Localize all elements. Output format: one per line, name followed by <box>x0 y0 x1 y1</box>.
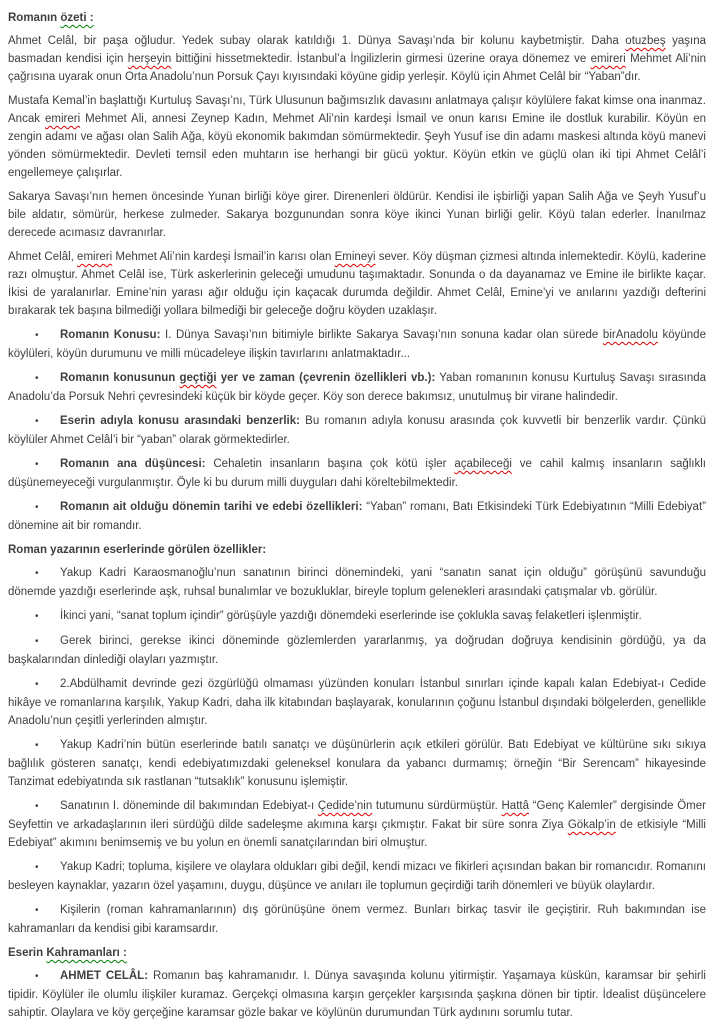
text-segment: yaşına basmadan kendisi için <box>8 35 706 65</box>
text-segment: köyünde köylüleri, köyün durumunu ve milli mücadeleye ilişkin tavırlarını anlatmaktadır... <box>8 329 706 360</box>
spellcheck-flagged-word: açabileceği <box>454 458 512 470</box>
bullet-author-feature-8 <box>8 901 706 938</box>
text-segment: Mustafa Kemal’in başlattığı Kurtuluş Savaşı’nı, Türk Ulusunun bağımsızlık davasını anlatmaya çalışır köylülere fakat kimse ona inanmaz. Ancak <box>8 95 706 125</box>
text-segment: AHMET CELÂL: <box>60 970 149 982</box>
bullet-author-feature-1 <box>8 564 706 601</box>
text-segment: Romanın Konusu: <box>60 329 161 341</box>
text-segment: Cehaletin insanların başına çok kötü işler <box>205 458 455 470</box>
text-segment: Yakup Kadri; topluma, kişilere ve olaylara oldukları gibi değil, kendi mizacı ve fikirleri açısından bakan bir romancıdır. Romanını besleyen kaynaklar, yazarın özel yaşamını, duygu, düşünce ve anıları ile toplumun geçirdiği tarih dönemleri ve büyük olaylardır. <box>8 861 706 892</box>
spellcheck-flagged-word: Gökalp’in <box>567 819 616 831</box>
text-segment: Romanın <box>8 12 61 24</box>
text-segment: Mehmet Ali, annesi Zeynep Kadın, Mehmet Ali’nin kardeşi İsmail ve onun karısı Emine ile dostluk kurabilir. Köyün en zengin adamı ve ağası olan Salih Ağa, köyü ekonomik bakımdan sömürmektedir. Şeyh Yusuf ise din adamı maskesi altında köyü manevi yönden sömürmektedir. Devleti temsil eden muhtarın ise herhangi bir gücü yoktur. Köyün etkin ve güçlü olan iki tipi Ahmet Celâl’i engellemeye çalışırlar. <box>8 113 706 179</box>
text-segment: Mehmet Ali’nin kardeşi İsmail’in karısı olan <box>112 251 335 263</box>
bullet-marker: • <box>35 568 39 579</box>
text-segment: Mehmet Ali’nin çağrısına uyarak onun Orta Anadolu’nun Porsuk Çayı kıyısındaki köyüne gidip yerleşir. Köylü için Ahmet Celâl bir “Yaban”dır. <box>8 53 706 83</box>
summary-paragraph-1 <box>8 32 706 86</box>
text-segment: Roman yazarının eserlerinde görülen özellikler: <box>8 544 267 556</box>
spellcheck-flagged-word: Hattâ <box>501 800 529 812</box>
spellcheck-flagged-word: geçtiği <box>179 372 217 384</box>
text-segment: I. Dünya Savaşı’nın bitimiyle birlikte Sakarya Savaşı’nın sonuna kadar olan sürede <box>160 329 603 341</box>
spellcheck-flagged-word: Çedide’nin <box>317 800 373 812</box>
text-segment: Romanın baş kahramanıdır. I. Dünya savaşında kolunu yitirmiştir. Yaşamaya küskün, karamsar bir şehirli tipidir. Köylüler ile olumlu ilişkiler kuramaz. Gerçekçi olmasına karşın gerçekler karşısında şaşkına dönen bir tiptir. İdealist düşüncelere sahiptir. Olaylara ve köy gerçeğine karamsar gözle bakar ve köylünün durumundan Türk aydınını sorumlu tutar. <box>8 970 706 1019</box>
bullet-author-feature-5 <box>8 736 706 791</box>
bullet-marker: • <box>35 905 39 916</box>
grammar-flagged-word: Kahramanları : <box>46 947 127 959</box>
text-segment: Bu romanın adıyla konusu arasında çok kuvvetli bir benzerlik vardır. Çünkü köylüler Ahmet Celâl’i bir “yaban” olarak görmektedirler. <box>8 415 706 446</box>
text-segment: tutumunu sürdürmüştür. <box>372 800 502 812</box>
bullet-marker: • <box>35 416 39 427</box>
text-segment: bittiğini hissetmektedir. İstanbul’a İngilizlerin girmesi üzerine oraya dönemez ve <box>171 53 591 65</box>
bullet-novel-setting <box>8 369 706 406</box>
text-segment: “Genç Kalemler” dergisinde Ömer Seyfettin ve arkadaşlarının ileri sürdüğü dilde sadeleşme akımına karşı çıkmıştır. Fakat bir süre sonra Ziya <box>8 800 706 831</box>
bullet-marker: • <box>35 459 39 470</box>
bullet-novel-topic <box>8 326 706 363</box>
bullet-marker: • <box>35 611 39 622</box>
text-segment: Romanın konusunun <box>60 372 180 384</box>
bullet-marker: • <box>35 636 39 647</box>
text-segment: Gerek birinci, gerekse ikinci döneminde gözlemlerden yararlanmış, ya doğrudan doğruya kendisinin gördüğü, ya da başkalarından dinlediği olayları yazmıştır. <box>8 635 706 666</box>
text-segment: yer ve zaman (çevrenin özellikleri vb.): <box>216 372 436 384</box>
text-segment: Sakarya Savaşı’nın hemen öncesinde Yunan birliği köye girer. Direnenleri öldürür. Kendisi ile işbirliği yapan Salih Ağa ve Şeyh Yusuf’u bile aldatır, sömürür, herkese zulmeder. Sakarya bozgunundan sonra köye ikinci Yunan birliği gelir. Köyü talan ederler. İnanılmaz derecede acımasız davranırlar. <box>8 191 706 239</box>
text-segment: ve cahil kalmış insanların sağlıklı düşünemeyeceği vurgulanmıştır. Öyle ki bu durum milli duyguları dahi köreltebilmektedir. <box>8 458 706 489</box>
spellcheck-flagged-word: emireri <box>590 53 626 65</box>
text-segment: Eserin <box>8 947 47 959</box>
text-segment: Sanatının I. döneminde dil bakımından Edebiyat-ı <box>60 800 318 812</box>
novel-summary-heading <box>8 9 706 27</box>
characters-heading <box>8 944 706 962</box>
bullet-marker: • <box>35 740 39 751</box>
text-segment: Ahmet Celâl, bir paşa oğludur. Yedek subay olarak katıldığı 1. Dünya Savaşı’nda bir kolunu kaybetmiştir. Daha <box>8 35 626 47</box>
bullet-author-feature-2 <box>8 607 706 626</box>
text-segment: Eserin adıyla konusu arasındaki benzerlik: <box>60 415 300 427</box>
author-works-heading <box>8 541 706 559</box>
spellcheck-flagged-word: emireri <box>44 113 81 125</box>
text-segment: Yakup Kadri’nin bütün eserlerinde batılı sanatçı ve düşünürlerin açık etkileri görülür. Batı Edebiyat ve kültürüne sıkı sıkıya bağlılık gösteren sanatçı, kendi edebiyatımızdaki geleneksel konulara da yabancı durmamış; örneğin “Bir Serencam” hikayesinde Tanzimat edebiyatında sık rastlanan “tutsaklık” konusunu işlemiştir. <box>8 739 706 788</box>
summary-paragraph-4 <box>8 248 706 320</box>
bullet-title-topic-similarity <box>8 412 706 449</box>
bullet-author-feature-4 <box>8 675 706 730</box>
bullet-marker: • <box>35 679 39 690</box>
bullet-author-feature-7 <box>8 858 706 895</box>
bullet-marker: • <box>35 862 39 873</box>
bullet-character-ahmet-celal <box>8 967 706 1022</box>
text-segment: İkinci yani, “sanat toplum içindir” görüşüyle yazdığı dönemdeki eserlerinde ise çoklukla savaş felaketleri işlenmiştir. <box>60 610 642 622</box>
spellcheck-flagged-word: herşeyin <box>127 53 172 65</box>
text-segment: Romanın ana düşüncesi: <box>60 458 206 470</box>
bullet-author-feature-3 <box>8 632 706 669</box>
text-segment: Yaban romanının konusu Kurtuluş Savaşı sırasında Anadolu’da Porsuk Nehri çevresindeki küçük bir köyde geçer. Köy son derece bakımsız, unutulmuş bir virane halindedir. <box>8 372 707 403</box>
spellcheck-flagged-word: birAnadolu <box>602 329 658 341</box>
text-segment: “Yaban” romanı, Batı Etkisindeki Türk Edebiyatının “Milli Edebiyat” dönemine ait bir romandır. <box>8 501 706 532</box>
text-segment: Romanın ait olduğu dönemin tarihi ve edebi özellikleri: <box>60 501 363 513</box>
text-segment: Yakup Kadri Karaosmanoğlu’nun sanatının birinci dönemindeki, yani “sanatın sanat için olduğu” görüşünü savunduğu dönemde yazdığı eserlerinde aşk, ruhsal bunalımlar ve bozukluklar, bireyle toplum gelenekleri arasındaki çatışmalar vb. görülür. <box>8 567 706 598</box>
text-segment: de etkisiyle “Milli Edebiyat” akımını benimsemiş ve bu yolun en önemli sanatçılarından biri olmuştur. <box>8 819 706 849</box>
spellcheck-flagged-word: Emineyi <box>334 251 376 263</box>
bullet-marker: • <box>35 373 39 384</box>
bullet-marker: • <box>35 330 39 341</box>
spellcheck-flagged-word: otuzbeş <box>625 35 666 47</box>
bullet-marker: • <box>35 801 39 812</box>
bullet-marker: • <box>35 971 39 982</box>
text-segment: 2.Abdülhamit devrinde gezi özgürlüğü olmaması yüzünden konuları İstanbul sınırları içinde kapalı kalan Edebiyat-ı Cedide hikâye ve romanlarına karşılık, Yakup Kadri, daha ilk kitabından başlayarak, konularının çoğunu İstanbul dışındaki bölgelerden, genellikle Anadolu’nun çeşitli yerlerinden almıştır. <box>8 678 706 727</box>
text-segment: sever. Köy düşman çizmesi altında inlemektedir. Köylü, kaderine razı olmuştur. Ahmet Celâl ise, Türk askerlerinin geleceği umudunu taşımaktadır. Sonunda o da dayanamaz ve Emine ile birlikte kaçar. İkisi de yaralanırlar. Emine’nin yarası ağır olduğu için kaçacak durumda değildir. Ahmet Celâl, Emine’yi ve anılarını yazdığı defterini bırakarak tek başına bilmediği yollara bilmediği bir geleceğe doğru köyden uzaklaşır. <box>8 251 707 317</box>
bullet-author-feature-6 <box>8 797 706 852</box>
grammar-flagged-word: özeti : <box>60 12 94 24</box>
text-segment: Ahmet Celâl, <box>8 251 78 263</box>
spellcheck-flagged-word: emireri <box>77 251 113 263</box>
text-segment: Kişilerin (roman kahramanlarının) dış görünüşüne önem vermez. Bunları birkaç tasvir ile geçiştirir. Ruh bakımından ise kahramanları da kendisi gibi karamsardır. <box>8 904 706 935</box>
summary-paragraph-3 <box>8 188 706 242</box>
bullet-marker: • <box>35 502 39 513</box>
summary-paragraph-2 <box>8 92 706 182</box>
bullet-main-idea <box>8 455 706 492</box>
bullet-period-features <box>8 498 706 535</box>
